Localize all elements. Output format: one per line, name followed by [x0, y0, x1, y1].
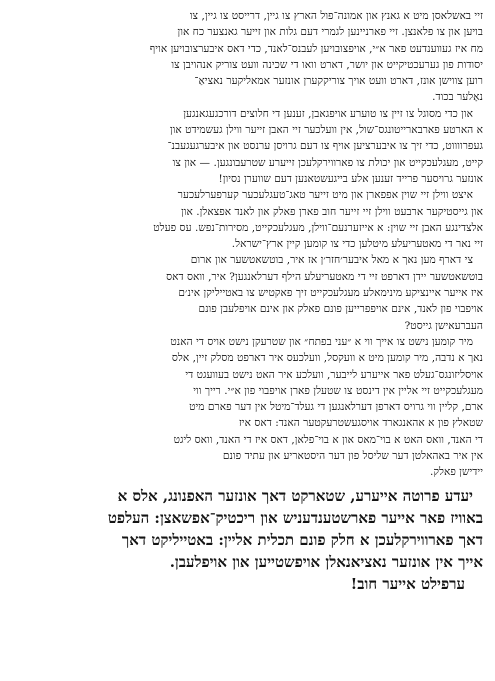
text-line: בויען און צו פלאנצן. זיי פארניינען לגמרי דעם גלות און זייער גאנצער כח און	[177, 26, 483, 39]
closing-line: באוויז פאר אייער פארשטענדעניש און ריכטיק־אפשאצן: העלפט	[107, 508, 483, 527]
text-line: מעגלעכקייט זיי אליין אין דינסט צו שטעלן פארן אויפבוי פון א״י. רייך ווי	[193, 384, 483, 397]
text-line: רוען צווישן אונז, דארט וועט אויך צוריקקערן אונזער אמאליקער נאציאַ־	[194, 75, 483, 88]
document-page	[14, 8, 483, 674]
text-line: העברעאישן גייסט?	[404, 319, 483, 332]
text-line: אלצדינגע האבן זיי שוין: א אייזערנעם־ווילן, מעגלעכקייט, מסירות־נפש. עס פעלט	[153, 221, 483, 234]
paragraph-3	[14, 187, 483, 252]
text-line: צי דארף מען נאך א מאל איבער׳חזר׳ן אז איר, בוטשאטשער און ארום	[190, 254, 473, 267]
text-line: א הארטע פארבארייטונגס־שול, אין וועלכער זיי האבן זייער ווילן געשמידט און	[169, 124, 483, 137]
text-line: און כדי מסוגל צו זיין צו טוערע אויפגאבן, זענען די חלוצים דורכגעגאנגען	[183, 107, 473, 120]
text-line: בוטשאטשער יידן דארפט זיי די מאטעריעלע הילף דערלאנגען? איר, וואס דאס	[166, 270, 483, 283]
text-line: מח איז געווענדעט פאר א״י, אויפצובויען לעבנס־לאנד, כדי דאס איבערצובויען אויף	[149, 42, 483, 55]
text-line: קייט, מעגלעכקייט און יכולת צו פארווירקלעכן זייערע שטרעבונגען. — און צו	[172, 156, 483, 169]
text-line: זיי באשלאסן מיט א גאנץ און אמונה־פול הארץ צו גיין, דרייסט צו גיין, צו	[189, 10, 483, 22]
appeal-body	[14, 8, 483, 481]
closing-line: יעדע פרוטה אייערע, שטארקט דאך אונזער האפנונג, אלס א	[117, 486, 473, 505]
text-line: אונזער גרויסער פרייד זענען אלע בייגעשטאנען דעם שווערן נסיון!	[218, 172, 483, 185]
text-line: נאך א נדבה, מיר קומען מיט א וועקסל, וועלכעס איר דארפט מסלק זיין, אלס	[171, 352, 483, 365]
closing-paragraph	[14, 485, 483, 573]
text-line: זיי נאר די מאטעריעלע מיטלען כדי צו קומען קיין ארץ־ישראל.	[231, 238, 483, 251]
text-line: אין איר באהאלטן דער שליסל פון דער היסטאריע און עתיד פונם	[222, 450, 483, 463]
text-line: אויפבוי פון לאנד, אינם אויפפרייען פונם פאלק און אינם אויפלעבן פונם	[198, 303, 483, 316]
closing-line: דאך פארווירקלעכן א חלק פונם תכלית אליין: באטייליקט דאך	[121, 530, 483, 549]
paragraph-2	[14, 106, 483, 187]
text-line: אויסליזונגס־געלט פאר אייערע לייבער, וועלכע איר האט נישט בעוועגט די	[185, 368, 483, 381]
text-line: איז אייער איינציקע מינימאלע מעגלעכקייט זיך פאקטיש צו באטייליקן אינ׳ם	[178, 287, 483, 300]
text-line: איצט ווילן זיי שוין אפפארן און מיט זייער טאג־טעגלעכער קערפערלעכער	[177, 189, 473, 202]
signoff-text: ערפילט אייער חוב!	[350, 574, 465, 593]
paragraph-1	[14, 8, 483, 106]
text-line: שטאלץ פון א אהאנגארד אויסגעשטרעקטער האנד: דאס איז	[238, 417, 483, 430]
text-line: יידישן פאלק.	[429, 466, 483, 479]
text-line: ארם, קליין ווי גרויס דארפן דערלאנגען די געלד־מיטל אין דער פארם מיט	[189, 401, 483, 414]
text-line: נאַלער בכוד.	[432, 91, 483, 104]
paragraph-5	[14, 334, 483, 481]
text-line: מיר קומען נישט צו אייך ווי א ״עני בפתח״ און שטרעקן נישט אויס די האנט	[170, 335, 473, 348]
text-line: יסודות פון גערעכטיקייט און יושר, דארט וואו די שכינה וועט צוריק אנהויבן צו	[171, 58, 483, 71]
text-line: און גייסטיקער ארבעט ווילן זיי זייער חוב פארן פאלק און לאנד אפצאלן. און	[181, 205, 483, 218]
paragraph-4	[14, 252, 483, 333]
text-line: געפרווווט, כדי זיך צו איבערציען אויף צו דעם גרויסן ערנסט און איבערגעגעבנ־	[167, 140, 483, 153]
text-line: די האנד, וואס האט א בוי־מאס און א בוי־פלאן, דאס איז די האנד, וואס ליגט	[173, 433, 483, 446]
closing-line: אייך אין אונזער נאציאנאלן אויפשטייען און אויפלעבן.	[169, 552, 483, 571]
closing-appeal	[14, 485, 483, 595]
